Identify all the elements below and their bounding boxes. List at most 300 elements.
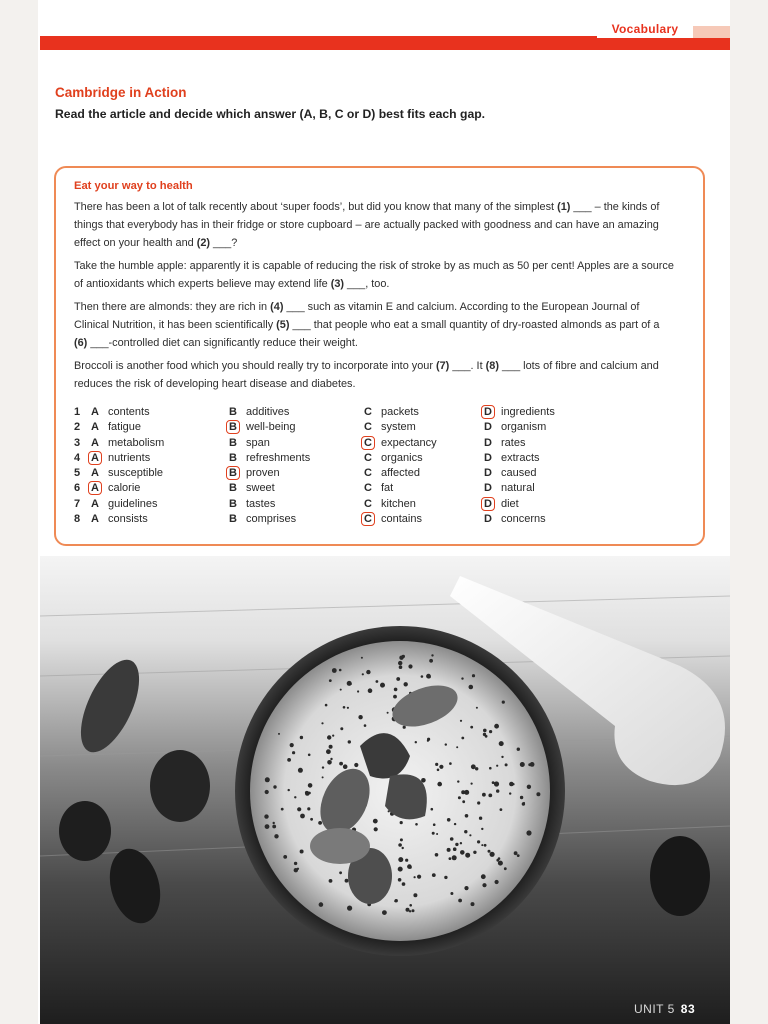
- chia-seed: [345, 879, 349, 883]
- chia-seed: [504, 867, 507, 870]
- option-word: packets: [381, 406, 419, 418]
- question-number: 8: [74, 513, 81, 526]
- chia-seed: [368, 688, 373, 693]
- option-letter: A: [91, 406, 99, 418]
- gap-number: (6): [74, 337, 88, 349]
- chia-seed: [409, 904, 412, 907]
- chia-seed: [321, 722, 323, 724]
- option-b: [226, 481, 275, 496]
- chia-seed: [481, 844, 483, 846]
- chia-seed: [272, 825, 276, 829]
- chia-seed: [281, 808, 284, 811]
- chia-seed: [402, 847, 404, 849]
- option-letter: A: [91, 421, 99, 434]
- option-b: [226, 497, 275, 512]
- unit-label: UNIT 5: [634, 1002, 675, 1016]
- option-word: ingredients: [501, 406, 555, 418]
- chia-seed: [298, 768, 303, 773]
- correct-answer-marker: B: [226, 420, 240, 434]
- chia-seed: [479, 817, 482, 820]
- chia-seed: [294, 868, 298, 872]
- option-word: organics: [381, 451, 423, 464]
- chia-seed: [464, 830, 467, 833]
- option-word: calorie: [108, 482, 141, 495]
- option-row: [74, 451, 694, 466]
- option-word: susceptible: [108, 467, 164, 480]
- option-letter: C: [364, 406, 372, 418]
- chia-seed: [310, 818, 313, 821]
- option-a: [88, 497, 158, 512]
- option-a: [88, 436, 164, 451]
- chia-seed: [357, 690, 359, 692]
- chia-seed: [292, 751, 295, 754]
- chia-seed: [413, 893, 417, 897]
- option-letter: D: [484, 482, 492, 495]
- chia-seed: [527, 785, 531, 789]
- chia-seed: [290, 743, 294, 747]
- chia-seed: [340, 689, 342, 691]
- option-letter: A: [91, 436, 99, 449]
- option-letter: B: [229, 497, 237, 510]
- chia-seed: [435, 853, 439, 857]
- chia-seed: [447, 818, 451, 822]
- chia-seed: [431, 654, 433, 656]
- option-word: sweet: [246, 482, 275, 495]
- chia-seed: [494, 781, 499, 786]
- chia-seed: [498, 861, 503, 866]
- option-row: [74, 512, 694, 527]
- chia-seed: [330, 758, 332, 760]
- option-word: tastes: [246, 497, 276, 510]
- chia-seed: [449, 857, 452, 860]
- paragraph-text: ___ that people who eat a small quantity of dry-roasted almonds as part of a: [289, 319, 660, 331]
- chia-seed: [460, 720, 462, 722]
- chia-seed: [373, 819, 378, 824]
- chia-seed: [374, 827, 378, 831]
- paragraph-text: There has been a lot of talk recently about ‘super foods’, but did you know that many of the simplest: [74, 201, 558, 213]
- option-c: [361, 405, 419, 420]
- chia-seed: [322, 776, 324, 778]
- chia-seed: [484, 844, 487, 847]
- chia-seed: [332, 668, 337, 673]
- correct-answer-marker: C: [361, 512, 375, 526]
- chia-seed: [294, 862, 297, 865]
- chia-pudding-photo: [40, 556, 730, 1024]
- section-label: Vocabulary: [597, 20, 693, 38]
- chia-seed: [394, 900, 396, 902]
- chia-seed: [288, 789, 290, 791]
- option-letter: D: [484, 436, 492, 449]
- chia-seed: [477, 840, 480, 843]
- chia-seed: [283, 855, 287, 859]
- chia-seed: [364, 724, 367, 727]
- chia-seed: [520, 762, 525, 767]
- question-number: 3: [74, 436, 81, 449]
- chia-seed: [488, 850, 491, 853]
- chia-seed: [464, 790, 469, 795]
- chia-seed: [305, 791, 309, 795]
- chia-seed: [318, 821, 322, 825]
- chia-seed: [398, 843, 402, 847]
- chia-seed: [495, 880, 499, 884]
- gap-number: (4): [270, 301, 284, 313]
- chia-seed: [376, 680, 379, 683]
- chia-seed: [488, 794, 492, 798]
- question-number: 6: [74, 482, 81, 495]
- chia-seed: [339, 669, 342, 672]
- chia-seed: [450, 837, 454, 841]
- option-d: [481, 451, 540, 466]
- chia-seed: [461, 677, 463, 679]
- gap-number: (5): [276, 319, 290, 331]
- chia-seed: [458, 899, 462, 903]
- article-paragraph: [74, 198, 674, 252]
- option-word: nutrients: [108, 451, 151, 464]
- chia-seed: [408, 664, 412, 668]
- chia-seed: [421, 675, 424, 678]
- chia-seed: [273, 822, 275, 824]
- chia-seed: [517, 854, 520, 857]
- option-letter: C: [364, 467, 372, 480]
- option-word: contains: [381, 513, 422, 526]
- chia-seed: [398, 661, 402, 665]
- chia-seed: [444, 876, 447, 879]
- chia-seed: [300, 850, 304, 854]
- option-letter: B: [229, 451, 237, 464]
- option-letter: D: [484, 421, 492, 434]
- chia-seed: [526, 830, 531, 835]
- gap-number: (1): [557, 201, 571, 213]
- option-word: concerns: [501, 513, 546, 526]
- paragraph-text: ___ – the kinds of things that everybody has in their fridge or store cupboard – are actually packed with goodness and can have an amazing effect on your health and: [74, 201, 660, 249]
- chia-seed: [409, 866, 412, 869]
- option-d: [481, 512, 546, 527]
- correct-answer-marker: A: [88, 451, 102, 465]
- chia-seed: [394, 688, 398, 692]
- option-word: rates: [501, 436, 526, 449]
- chia-seed: [460, 850, 465, 855]
- chia-seed: [471, 783, 473, 785]
- article-paragraph: [74, 357, 674, 393]
- option-word: span: [246, 436, 270, 449]
- photo-illustration: [40, 556, 730, 1024]
- option-d: [481, 436, 525, 451]
- chia-seed: [387, 712, 389, 714]
- chia-seed: [481, 874, 486, 879]
- option-letter: C: [364, 482, 372, 495]
- chia-seed: [472, 674, 475, 677]
- chia-seed: [325, 704, 328, 707]
- chia-seed: [489, 767, 492, 770]
- chia-seed: [455, 843, 458, 846]
- option-c: [361, 481, 393, 496]
- article-body: [74, 198, 674, 398]
- chia-seed: [482, 793, 486, 797]
- chia-seed: [354, 763, 358, 767]
- option-word: guidelines: [108, 497, 158, 510]
- question-number: 2: [74, 421, 81, 434]
- gap-number: (3): [330, 278, 344, 290]
- option-word: affected: [381, 467, 420, 480]
- chia-seed: [294, 796, 296, 798]
- option-word: organism: [501, 421, 547, 434]
- chia-seed: [361, 657, 363, 659]
- chia-seed: [501, 756, 503, 758]
- paragraph-text: Broccoli is another food which you should really try to incorporate into your: [74, 360, 436, 372]
- chia-seed: [461, 737, 464, 740]
- chia-seed: [509, 792, 511, 794]
- chia-seed: [417, 875, 421, 879]
- chia-seed: [396, 677, 400, 681]
- option-word: caused: [501, 467, 537, 480]
- option-row: [74, 497, 694, 512]
- chia-seed: [339, 762, 343, 766]
- option-word: proven: [246, 467, 280, 480]
- chia-seed: [435, 763, 438, 766]
- option-d: [481, 481, 535, 496]
- option-word: natural: [501, 482, 535, 495]
- option-a: [88, 512, 148, 527]
- chia-seed: [458, 796, 461, 799]
- chia-seed: [343, 764, 348, 769]
- chia-seed: [412, 909, 415, 912]
- paragraph-text: ___, too.: [344, 278, 390, 290]
- chia-seed: [429, 659, 433, 663]
- paragraph-text: Then there are almonds: they are rich in: [74, 301, 271, 313]
- option-letter: A: [91, 513, 99, 526]
- chia-seed: [471, 764, 476, 769]
- option-word: system: [381, 421, 416, 434]
- option-row: [74, 481, 694, 496]
- option-word: metabolism: [108, 436, 165, 449]
- chia-seed: [502, 701, 505, 704]
- option-b: [226, 451, 310, 466]
- article-paragraph: [74, 257, 674, 293]
- option-row: [74, 420, 694, 435]
- chia-seed: [437, 769, 440, 772]
- chia-seed: [465, 853, 470, 858]
- option-word: comprises: [246, 513, 297, 526]
- chia-seed: [490, 852, 495, 857]
- option-letter: C: [364, 451, 372, 464]
- chia-seed: [274, 834, 278, 838]
- chia-seed: [329, 679, 332, 682]
- option-letter: C: [364, 497, 372, 510]
- chia-seed: [332, 735, 334, 737]
- option-word: diet: [501, 497, 519, 510]
- page-number: 83: [680, 1002, 696, 1016]
- option-d: [481, 420, 546, 435]
- option-word: fat: [381, 482, 394, 495]
- chia-seed: [329, 879, 333, 883]
- paragraph-text: Take the humble apple: apparently it is capable of reducing the risk of stroke by as much as 50 per cent! Apples are a source of antioxidants which experts believe may extend life: [74, 260, 674, 290]
- option-row: [74, 466, 694, 481]
- chia-seed: [300, 814, 305, 819]
- chia-seed: [431, 808, 434, 811]
- chia-seed: [462, 800, 465, 803]
- option-a: [88, 420, 141, 435]
- paragraph-text: ___. It: [449, 360, 486, 372]
- option-b: [226, 405, 289, 420]
- chia-seed: [460, 842, 462, 844]
- chia-seed: [405, 859, 408, 862]
- chia-seed: [287, 758, 291, 762]
- option-letter: A: [91, 467, 99, 480]
- chia-seed: [400, 821, 403, 824]
- correct-answer-marker: D: [481, 405, 495, 419]
- chia-seed: [264, 814, 268, 818]
- chia-seed: [327, 735, 331, 739]
- option-letter: D: [484, 467, 492, 480]
- chia-seed: [308, 783, 313, 788]
- question-number: 1: [74, 406, 81, 418]
- article-title: Eat your way to health: [74, 180, 193, 192]
- correct-answer-marker: B: [226, 466, 240, 480]
- option-a: [88, 481, 140, 496]
- chia-seed: [536, 792, 540, 796]
- chia-seed: [457, 780, 459, 782]
- chia-seed: [505, 763, 508, 766]
- chia-seed: [297, 807, 301, 811]
- chia-seed: [436, 833, 438, 835]
- option-letter: B: [229, 482, 237, 495]
- option-letter: A: [91, 497, 99, 510]
- chia-seed: [496, 859, 499, 862]
- chia-seed: [403, 726, 406, 729]
- chia-seed: [433, 823, 436, 826]
- chia-seed: [265, 824, 270, 829]
- chia-seed: [496, 789, 499, 792]
- chia-seed: [449, 762, 452, 765]
- option-a: [88, 466, 163, 481]
- option-word: refreshments: [246, 451, 311, 464]
- option-letter: B: [229, 513, 237, 526]
- chia-seed: [326, 749, 331, 754]
- option-a: [88, 405, 150, 420]
- chia-seed: [447, 848, 451, 852]
- option-letter: D: [484, 513, 492, 526]
- chia-seed: [483, 729, 487, 733]
- chia-seed: [520, 796, 523, 799]
- page-footer: [634, 1002, 695, 1016]
- option-c: [361, 451, 423, 466]
- chia-seed: [437, 782, 442, 787]
- option-b: [226, 420, 296, 435]
- chia-seed: [399, 656, 403, 660]
- chia-seed: [402, 882, 406, 886]
- answer-options: [74, 405, 694, 527]
- option-word: extracts: [501, 451, 540, 464]
- paragraph-text: ___-controlled diet can significantly reduce their weight.: [87, 337, 358, 349]
- header-band: [40, 36, 730, 50]
- chia-seed: [528, 763, 531, 766]
- chia-seed: [366, 670, 370, 674]
- chia-seed: [398, 867, 403, 872]
- option-c: [361, 420, 416, 435]
- chia-seed: [308, 754, 311, 757]
- chia-seed: [432, 873, 436, 877]
- question-number: 4: [74, 451, 81, 464]
- chia-seed: [453, 847, 457, 851]
- chia-seed: [362, 673, 364, 675]
- chia-seed: [358, 715, 362, 719]
- option-c: [361, 497, 416, 512]
- chia-seed: [415, 741, 417, 743]
- chia-seed: [400, 838, 403, 841]
- chia-seed: [514, 851, 518, 855]
- option-a: [88, 451, 150, 466]
- chia-seed: [265, 777, 270, 782]
- chia-seed: [278, 733, 280, 735]
- chia-seed: [307, 807, 310, 810]
- option-d: [481, 405, 555, 420]
- chia-seed: [482, 883, 486, 887]
- chia-seed: [406, 908, 410, 912]
- chia-seed: [273, 785, 276, 788]
- chia-seed: [404, 682, 408, 686]
- chia-seed: [432, 832, 435, 835]
- chia-seed: [426, 674, 431, 679]
- chia-seed: [465, 814, 469, 818]
- chia-seed: [380, 683, 385, 688]
- chia-seed: [347, 906, 352, 911]
- option-b: [226, 466, 280, 481]
- option-word: additives: [246, 406, 290, 418]
- gap-number: (2): [196, 237, 211, 249]
- question-number: 5: [74, 467, 81, 480]
- option-word: kitchen: [381, 497, 416, 510]
- chia-seed: [339, 871, 342, 874]
- article-paragraph: [74, 298, 674, 352]
- option-b: [226, 436, 270, 451]
- option-d: [481, 466, 536, 481]
- correct-answer-marker: D: [481, 497, 495, 511]
- chia-seed: [382, 910, 387, 915]
- chia-seed: [398, 878, 402, 882]
- chia-seed: [499, 741, 504, 746]
- paragraph-text: ___ lots of fibre and calcium and reduces the risk of developing heart disease and diabetes.: [74, 360, 659, 390]
- chia-seed: [476, 707, 478, 709]
- chia-seed: [319, 902, 324, 907]
- chia-seed: [452, 855, 457, 860]
- option-letter: B: [229, 436, 237, 449]
- chia-seed: [489, 730, 492, 733]
- chia-seed: [322, 766, 324, 768]
- option-c: [361, 512, 422, 527]
- chia-seed: [439, 765, 443, 769]
- chia-seed: [300, 736, 303, 739]
- chia-seed: [393, 695, 397, 699]
- chia-seed: [494, 724, 499, 729]
- header-tab-stub: [693, 26, 730, 38]
- gap-number: (8): [485, 360, 499, 372]
- question-number: 7: [74, 497, 81, 510]
- chia-seed: [327, 760, 332, 765]
- chia-seed: [470, 726, 473, 729]
- paragraph-text: ___?: [210, 237, 238, 249]
- correct-answer-marker: C: [361, 436, 375, 450]
- chia-seed: [414, 876, 416, 878]
- chia-seed: [481, 828, 483, 830]
- option-c: [361, 436, 437, 451]
- chia-seed: [500, 808, 503, 811]
- chia-seed: [464, 886, 468, 890]
- chia-seed: [450, 892, 453, 895]
- gap-number: (7): [436, 360, 450, 372]
- option-word: fatigue: [108, 421, 142, 434]
- chia-seed: [329, 745, 333, 749]
- correct-answer-marker: A: [88, 481, 102, 495]
